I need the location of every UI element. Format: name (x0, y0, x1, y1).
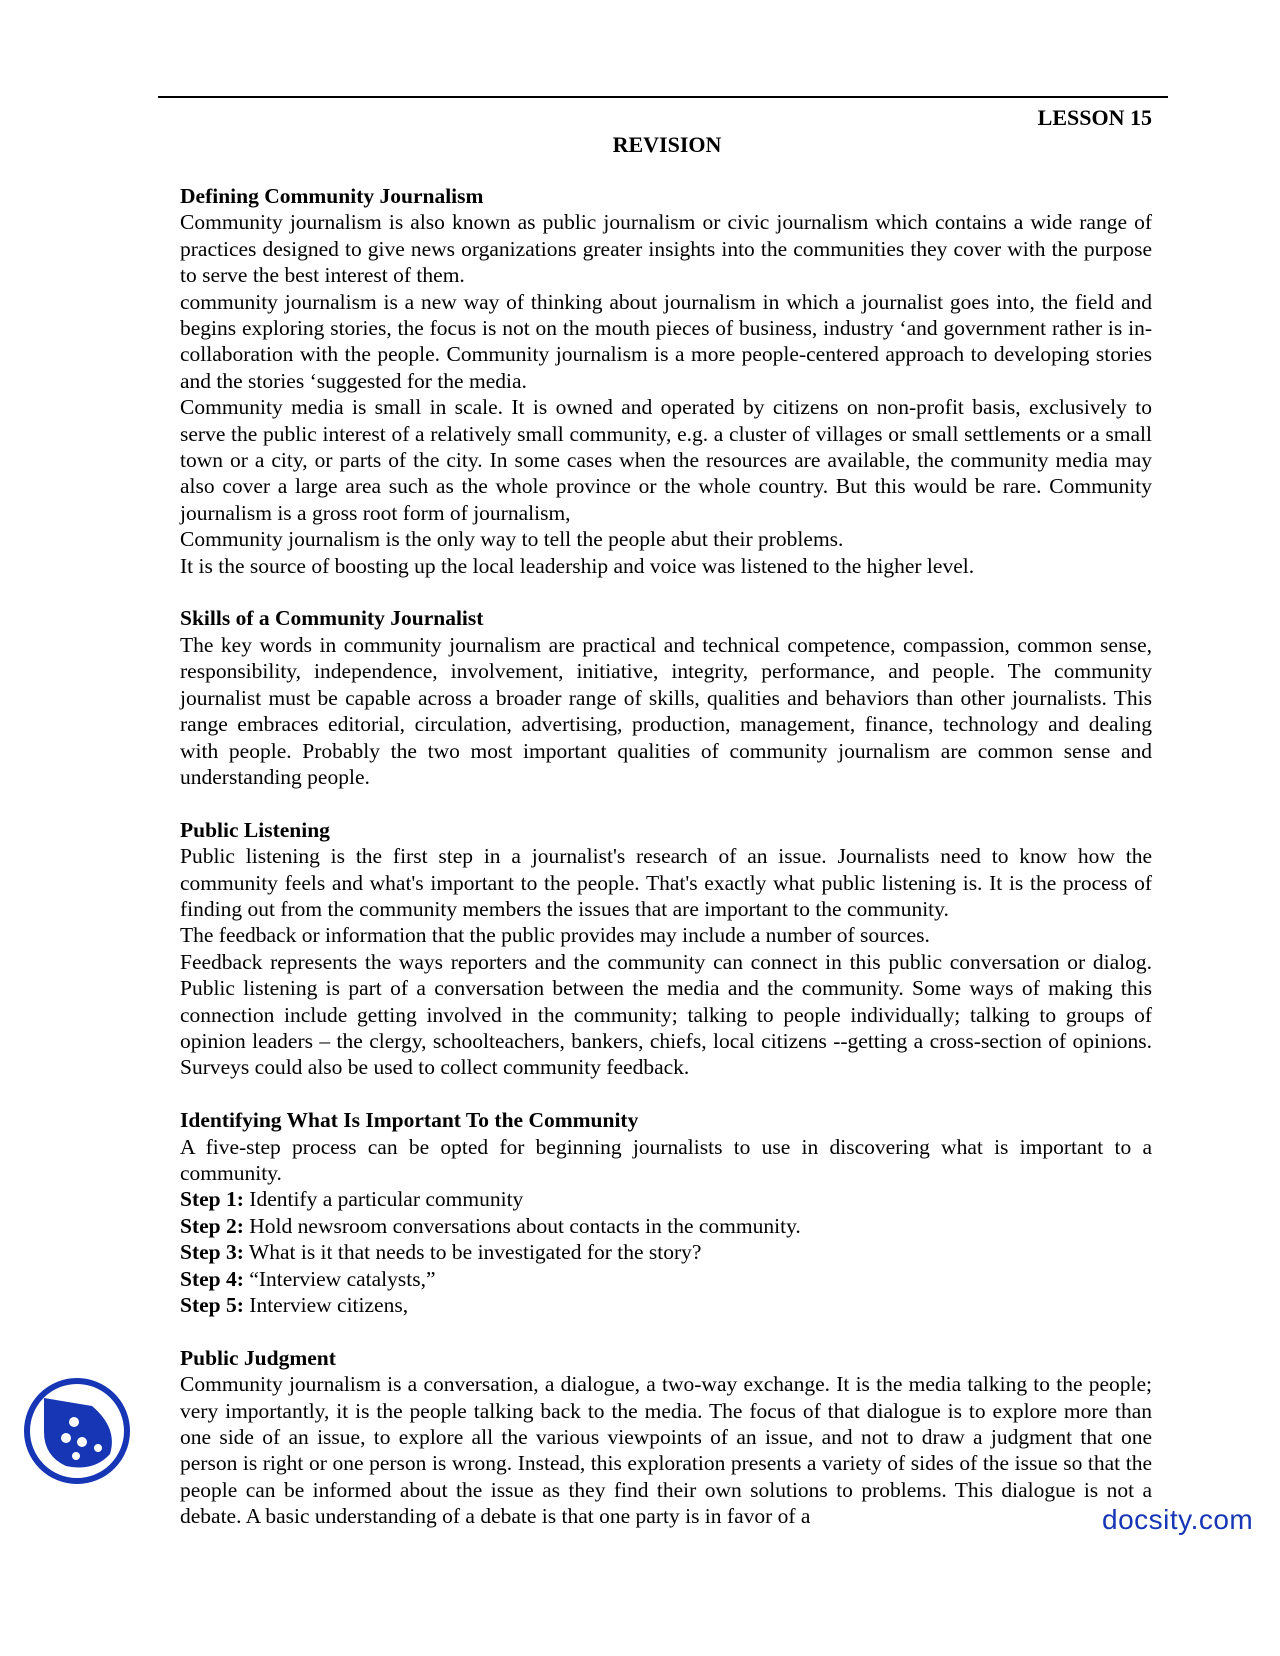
paragraph: Community media is small in scale. It is owned and operated by citizens on non-profit basis, exclusively to serve the public interest of a relatively small community, e.g. a cluster of villages or small settlements or a small town or a city, or parts of the city. In some cases when the resources are available, the community media may also cover a large area such as the whole province or the whole country. But this would be rare. Community journalism is a gross root form of journalism, (180, 395, 1152, 525)
docsity-logo-icon[interactable] (22, 1376, 132, 1486)
paragraph: Community journalism is a conversation, a dialogue, a two-way exchange. It is the media talking to the people; very importantly, it is the people talking back to the media. The focus of that dialogue is to explore more than one side of an issue, to explore all the various viewpoints of an issue, and not to draw a judgment that one person is right or one person is wrong. Instead, this exploration presents a variety of sides of the issue so that the people can be informed about the issue as they find their own solutions to problems. This dialogue is not a debate. A basic understanding of a debate is that one party is in favor of a (180, 1372, 1152, 1529)
step-item: Step 1: Identify a particular community (180, 1187, 524, 1212)
document-body (180, 183, 1152, 1530)
paragraph: Community journalism is also known as public journalism or civic journalism which contains a wide range of practices designed to give news organizations greater insights into the communities they cover with the purpose to serve the best interest of them. (180, 210, 1152, 288)
top-rule (158, 96, 1168, 98)
step-item: Step 2: Hold newsroom conversations about contacts in the community. (180, 1213, 801, 1238)
paragraph: The feedback or information that the public provides may include a number of sources. (180, 923, 930, 948)
section-heading-listening: Public Listening (180, 817, 330, 842)
section-heading-defining: Defining Community Journalism (180, 184, 484, 208)
paragraph: Public listening is the first step in a journalist's research of an issue. Journalists need to know how the community feels and what's important to the people. That's exactly what public listening is. It is the process of finding out from the community members the issues that are important to the community. (180, 844, 1152, 921)
section-heading-identifying: Identifying What Is Important To the Community (180, 1108, 639, 1133)
section-heading-judgment: Public Judgment (180, 1345, 336, 1370)
paragraph: It is the source of boosting up the local leadership and voice was listened to the higher level. (180, 553, 975, 578)
docsity-watermark[interactable]: docsity.com (1102, 1504, 1254, 1535)
step-item: Step 5: Interview citizens, (180, 1293, 409, 1318)
lesson-number: LESSON 15 (1037, 105, 1152, 130)
step-item: Step 3: What is it that needs to be investigated for the story? (180, 1240, 702, 1265)
paragraph: Feedback represents the ways reporters and the community can connect in this public conversation or dialog. Public listening is part of a conversation between the media and the community. Some ways of making this connection include getting involved in the community; talking to people individually; talking to groups of opinion leaders – the clergy, schoolteachers, bankers, chiefs, local citizens --getting a cross-section of opinions. Surveys could also be used to collect community feedback. (180, 949, 1152, 1080)
section-heading-skills: Skills of a Community Journalist (180, 606, 484, 631)
paragraph: community journalism is a new way of thinking about journalism in which a journalist goes into, the field and begins exploring stories, the focus is not on the mouth pieces of business, industry ‘and government rather is in-collaboration with the people. Community journalism is a more people-centered approach to developing stories and the stories ‘suggested for the media. (180, 289, 1152, 393)
page-title: REVISION (612, 132, 722, 157)
paragraph: A five-step process can be opted for beginning journalists to use in discovering what is important to a community. (180, 1134, 1152, 1185)
step-item: Step 4: “Interview catalysts,” (180, 1266, 436, 1291)
paragraph: Community journalism is the only way to tell the people abut their problems. (180, 527, 844, 552)
paragraph: The key words in community journalism are practical and technical competence, compassion, common sense, responsibility, independence, involvement, initiative, integrity, performance, and people. The community journalist must be capable across a broader range of skills, qualities and behaviors than other journalists. This range embraces editorial, circulation, advertising, production, management, finance, technology and dealing with people. Probably the two most important qualities of community journalism are common sense and understanding people. (180, 632, 1152, 789)
